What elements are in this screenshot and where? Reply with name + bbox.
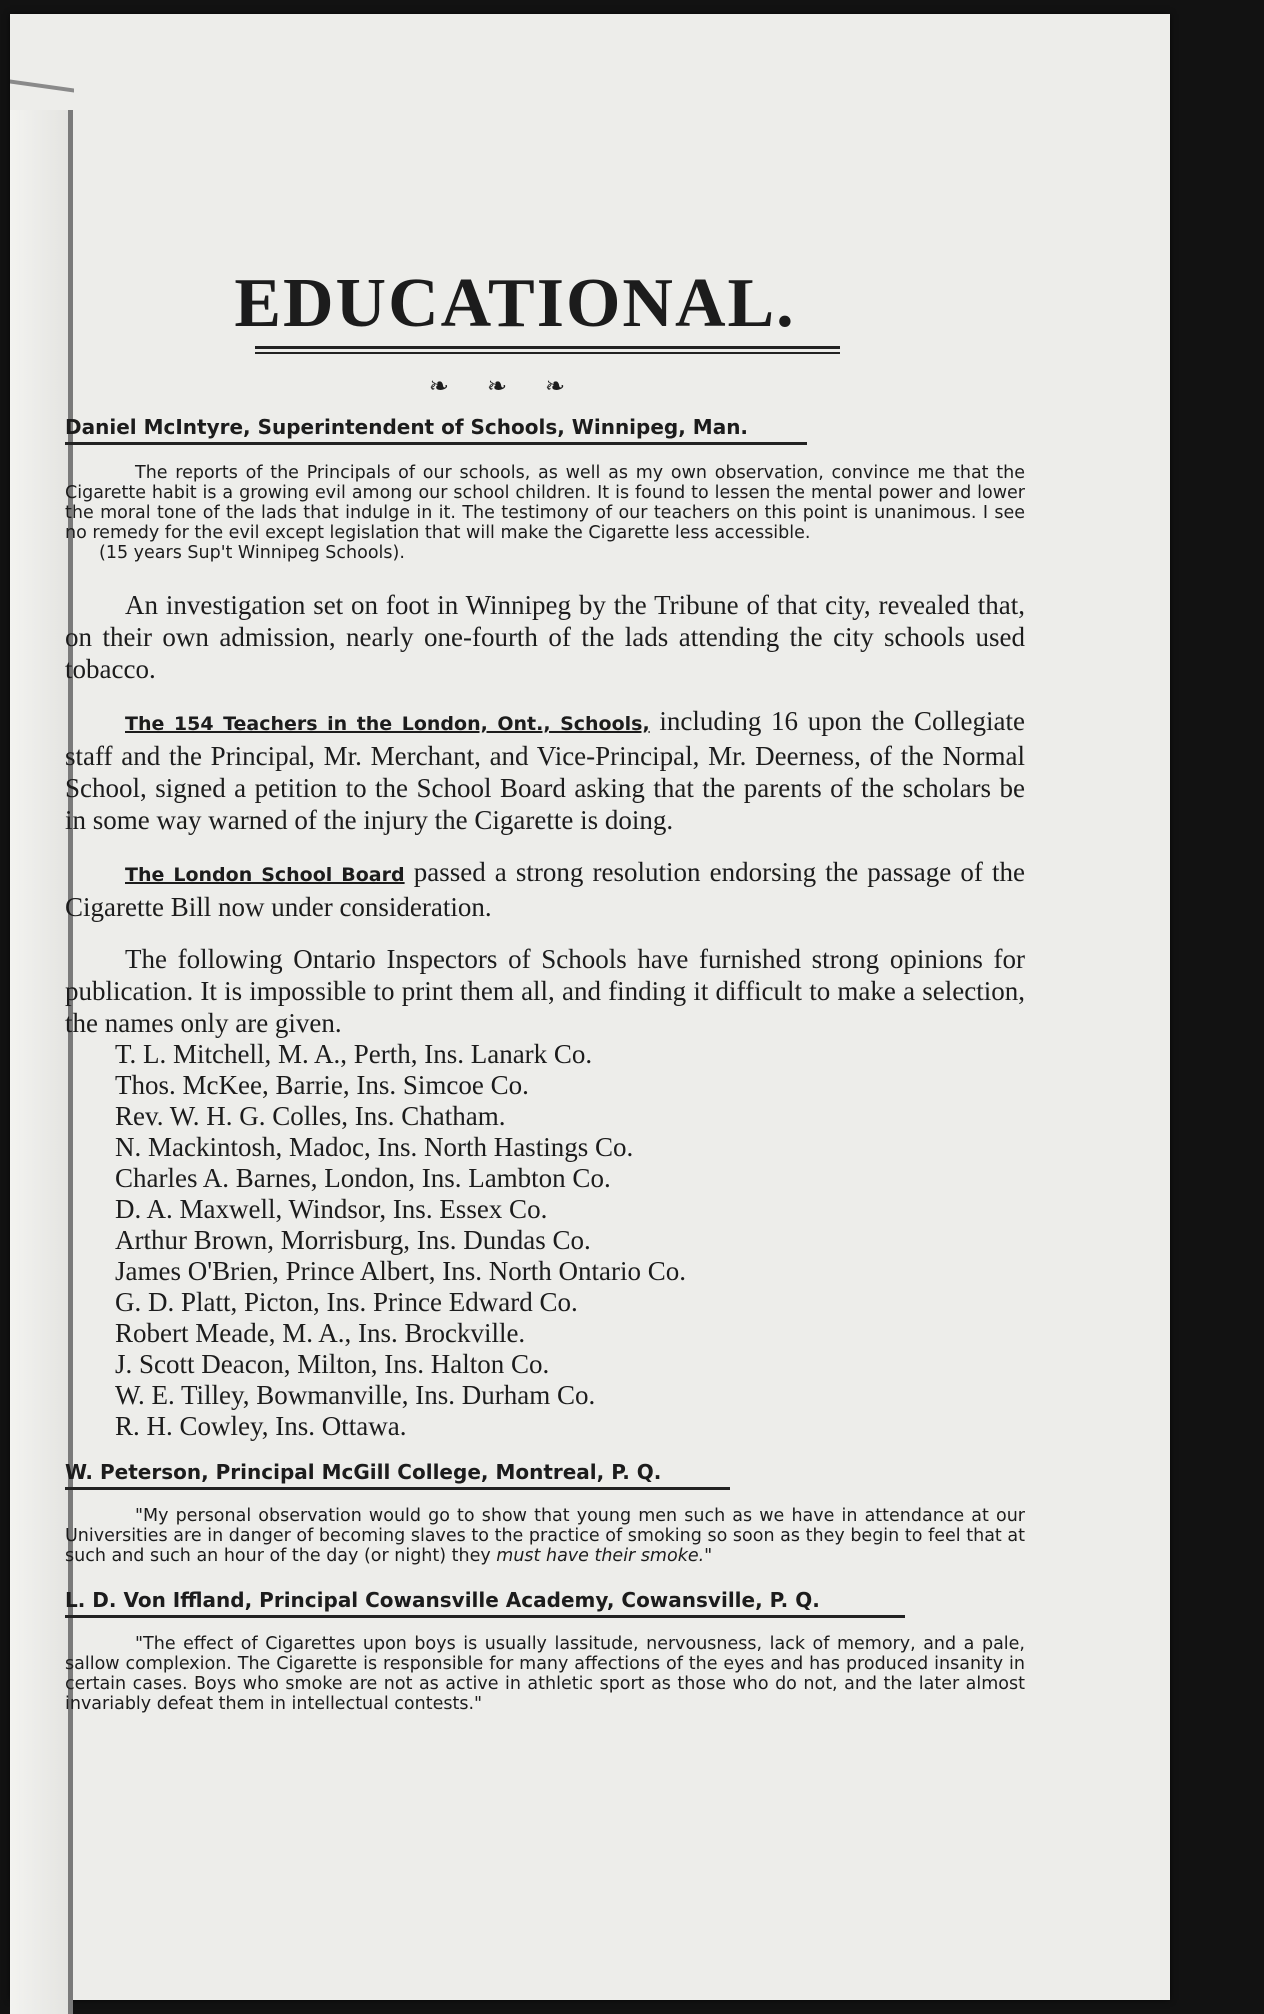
- paragraph-investigation: An investigation set on foot in Winnipeg by the Tribune of that city, revealed that, on their own admission, nearly one-fourth of the lads attending the city schools used tobacco.: [65, 590, 1025, 684]
- inspector-name: D. A. Maxwell, Windsor, Ins. Essex Co.: [115, 1194, 548, 1224]
- ornament-divider: ❧ ❧ ❧: [428, 374, 582, 400]
- paragraph-teachers: [65, 705, 1025, 836]
- inspector-name: Robert Meade, M. A., Ins. Brockville.: [115, 1318, 526, 1348]
- paragraph-school-board: [65, 856, 1025, 923]
- inline-heading: The 154 Teachers in the London, Ont., Schools,: [125, 713, 650, 735]
- book-page: [10, 14, 1170, 2000]
- title-double-rule: [255, 346, 840, 354]
- quote-body: "My personal observation would go to show that young men such as we have in attendance at our Universities are in danger of becoming slaves to the practice of smoking so soon as they begin to feel that at such and such an hour of the day (or night) they: [65, 1506, 1025, 1566]
- inspector-name: Arthur Brown, Morrisburg, Ins. Dundas Co.: [115, 1225, 591, 1255]
- inspector-name: R. H. Cowley, Ins. Ottawa.: [115, 1411, 407, 1441]
- section-peterson: [65, 1460, 1025, 1566]
- inspector-name: Thos. McKee, Barrie, Ins. Simcoe Co.: [115, 1070, 529, 1100]
- section-von-iffland: [65, 1588, 1025, 1714]
- section-heading: W. Peterson, Principal McGill College, Montreal, P. Q.: [65, 1460, 730, 1490]
- page-content: [65, 214, 1025, 1714]
- quote-text: "The effect of Cigarettes upon boys is usually lassitude, nervousness, lack of memory, and a pale, sallow complexion. The Cigarette is responsible for many affections of the eyes and has produced insanity in certain cases. Boys who smoke are not as active in athletic sport as those who do not, and the later almost invariably defeat them in intellectual contests.": [65, 1634, 1025, 1714]
- section-mcintyre: [65, 415, 1025, 563]
- attribution-note: (15 years Sup't Winnipeg Schools).: [99, 543, 405, 563]
- inspector-name: N. Mackintosh, Madoc, Ins. North Hastings Co.: [115, 1132, 634, 1162]
- inspector-name: Charles A. Barnes, London, Ins. Lambton Co.: [115, 1163, 611, 1193]
- inspector-list: [115, 1039, 1025, 1442]
- paragraph-inspectors: The following Ontario Inspectors of Schools have furnished strong opinions for publication. It is impossible to print them all, and finding it difficult to make a selection, the names only are given.: [65, 944, 1025, 1038]
- inspector-name: T. L. Mitchell, M. A., Perth, Ins. Lanark Co.: [115, 1039, 593, 1069]
- quote-text: [65, 1506, 1025, 1566]
- paragraph-text: passed a strong resolution endorsing the passage of the Cigarette Bill now under consideration.: [65, 857, 1025, 922]
- quote-italic: must have their smoke.": [496, 1546, 713, 1566]
- paragraph-text: including 16 upon the Collegiate staff and the Principal, Mr. Merchant, and Vice-Principal, Mr. Deerness, of the Normal School, signed a petition to the School Board asking that the parents of the scholars be in some way warned of the injury the Cigarette is doing.: [65, 706, 1025, 835]
- quote-text: The reports of the Principals of our schools, as well as my own observation, convince me that the Cigarette habit is a growing evil among our school children. It is found to lessen the mental power and lower the moral tone of the lads that indulge in it. The testimony of our teachers on this point is unanimous. I see no remedy for the evil except legislation that will make the Cigarette less accessible.: [65, 463, 1025, 543]
- inspector-name: G. D. Platt, Picton, Ins. Prince Edward Co.: [115, 1287, 578, 1317]
- inspector-name: W. E. Tilley, Bowmanville, Ins. Durham Co.: [115, 1380, 596, 1410]
- section-heading: Daniel McIntyre, Superintendent of Schools, Winnipeg, Man.: [65, 415, 807, 445]
- inspector-name: J. Scott Deacon, Milton, Ins. Halton Co.: [115, 1349, 550, 1379]
- section-heading: L. D. Von Iffland, Principal Cowansville Academy, Cowansville, P. Q.: [65, 1588, 905, 1618]
- inspector-name: James O'Brien, Prince Albert, Ins. North Ontario Co.: [115, 1256, 687, 1286]
- inspector-name: Rev. W. H. G. Colles, Ins. Chatham.: [115, 1101, 506, 1131]
- inline-heading: The London School Board: [125, 864, 405, 886]
- page-title: EDUCATIONAL.: [234, 265, 796, 342]
